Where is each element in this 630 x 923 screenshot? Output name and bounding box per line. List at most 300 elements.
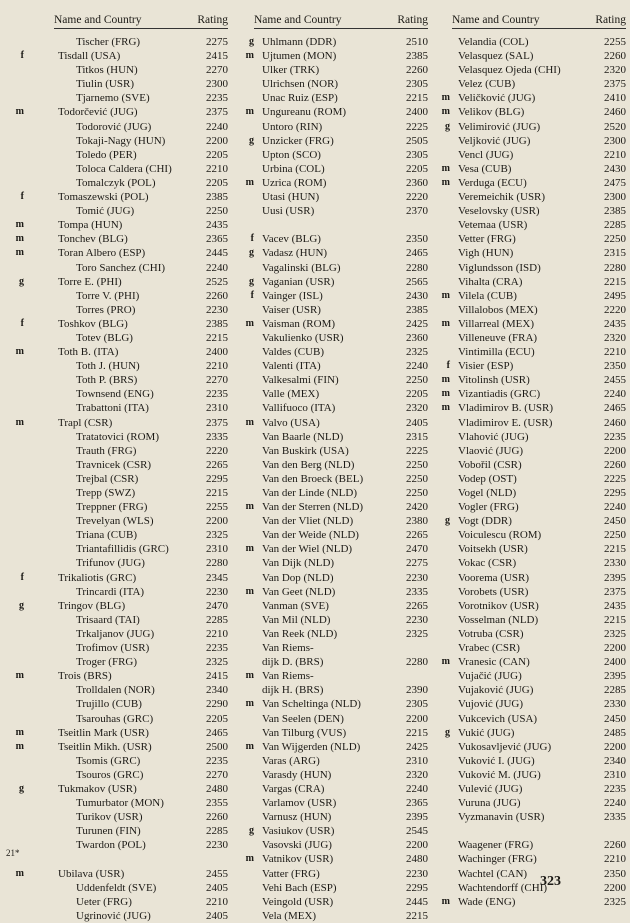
player-name: Van Reek (NLD) — [262, 627, 338, 640]
player-rating: 2400 — [206, 346, 228, 359]
title-mark — [6, 148, 28, 162]
player-rating: 2325 — [206, 529, 228, 542]
player-row — [236, 697, 428, 711]
title-mark: m — [15, 346, 24, 358]
player-name: Van der Wiel (NLD) — [262, 543, 353, 556]
player-rating: 2260 — [604, 839, 626, 852]
player-name: Vargas (CRA) — [262, 782, 325, 795]
player-name: Todorović (JUG) — [76, 120, 152, 133]
title-mark: m — [441, 162, 450, 174]
title-mark: f — [20, 50, 24, 62]
player-rating: 2325 — [406, 346, 428, 359]
player-row — [6, 613, 228, 627]
title-mark — [236, 514, 258, 528]
title-mark — [6, 303, 28, 317]
player-name: Vintimilla (ECU) — [458, 346, 535, 359]
player-name: Toshkov (BLG) — [58, 317, 128, 330]
player-row — [236, 669, 428, 683]
player-rating: 2220 — [406, 191, 428, 204]
player-row — [6, 373, 228, 387]
player-row — [236, 782, 428, 796]
player-rating: 2200 — [604, 642, 626, 655]
player-rating: 2455 — [206, 867, 228, 880]
player-name: Ulker (TRK) — [262, 64, 320, 77]
player-name: Villalobos (MEX) — [458, 303, 538, 316]
player-row — [6, 500, 228, 514]
title-mark: g — [19, 275, 24, 287]
title-mark — [6, 176, 28, 190]
player-name: Vosselman (NLD) — [458, 613, 539, 626]
player-row — [6, 63, 228, 77]
player-name: Vehi Bach (ESP) — [262, 881, 337, 894]
player-row — [236, 204, 428, 218]
player-rating: 2385 — [406, 303, 428, 316]
player-name: Vujović (JUG) — [458, 698, 524, 711]
player-row — [6, 345, 228, 359]
title-mark — [6, 77, 28, 91]
title-mark — [6, 655, 28, 669]
title-mark: g — [445, 515, 450, 527]
player-row — [6, 867, 228, 881]
player-rating: 2350 — [604, 867, 626, 880]
player-rating: 2255 — [206, 501, 228, 514]
title-mark: m — [15, 247, 24, 259]
player-rating: 2250 — [406, 374, 428, 387]
title-mark: m — [15, 416, 24, 428]
title-mark — [432, 796, 454, 810]
title-mark — [6, 35, 28, 49]
player-name: Vilela (CUB) — [458, 289, 517, 302]
player-name: Vukić (JUG) — [458, 726, 515, 739]
player-row — [432, 867, 626, 881]
player-rating: 2240 — [206, 261, 228, 274]
player-name: Veljković (JUG) — [458, 134, 531, 147]
player-rating: 2200 — [206, 515, 228, 528]
player-row — [6, 556, 228, 570]
player-rating: 2240 — [604, 797, 626, 810]
title-mark — [6, 768, 28, 782]
player-name: Trejbal (CSR) — [76, 472, 139, 485]
player-rating: 2425 — [406, 317, 428, 330]
player-row — [6, 162, 228, 176]
title-mark — [432, 740, 454, 754]
player-rating: 2510 — [406, 36, 428, 48]
player-rating: 2325 — [604, 895, 626, 908]
player-name: Valdes (CUB) — [262, 346, 325, 359]
column-header — [254, 14, 428, 29]
player-name: Vujačić (JUG) — [458, 670, 522, 683]
player-row — [432, 838, 626, 852]
player-row — [6, 387, 228, 401]
player-row — [432, 91, 626, 105]
player-row — [6, 585, 228, 599]
player-row — [432, 712, 626, 726]
player-rating: 2215 — [604, 543, 626, 556]
title-mark — [236, 641, 258, 655]
title-mark — [432, 500, 454, 514]
player-row — [432, 35, 626, 49]
player-row — [6, 444, 228, 458]
title-mark — [236, 331, 258, 345]
player-row — [236, 303, 428, 317]
title-mark — [432, 35, 454, 49]
player-name: Vanman (SVE) — [262, 599, 329, 612]
player-name: Wachinger (FRG) — [458, 853, 537, 866]
title-mark — [432, 416, 454, 430]
player-rating: 2335 — [406, 585, 428, 598]
title-mark — [6, 289, 28, 303]
title-mark — [6, 754, 28, 768]
player-rating: 2320 — [604, 64, 626, 77]
player-rating: 2250 — [406, 487, 428, 499]
player-rating: 2350 — [604, 360, 626, 373]
player-row — [432, 331, 626, 345]
player-name: Vaiser (USR) — [262, 303, 321, 316]
title-mark — [236, 683, 258, 697]
player-rating: 2215 — [406, 726, 428, 739]
title-mark: g — [249, 134, 254, 146]
player-name: Torres (PRO) — [76, 303, 136, 316]
player-rating: 2370 — [406, 205, 428, 218]
player-name: Varnusz (HUN) — [262, 811, 332, 824]
player-rating: 2325 — [406, 627, 428, 640]
title-mark — [236, 401, 258, 415]
title-mark: f — [446, 360, 450, 372]
title-mark: m — [15, 670, 24, 682]
player-name: Veremeichik (USR) — [458, 191, 546, 204]
title-mark — [6, 162, 28, 176]
title-mark — [432, 838, 454, 852]
player-rating: 2445 — [406, 895, 428, 908]
player-name: Trauth (FRG) — [76, 444, 137, 457]
player-row — [432, 275, 626, 289]
title-mark — [432, 218, 454, 232]
player-row — [236, 655, 428, 669]
player-name: Trkaljanov (JUG) — [76, 627, 155, 640]
title-mark — [6, 514, 28, 528]
title-mark — [432, 712, 454, 726]
column-header — [452, 14, 626, 29]
player-rating: 2545 — [406, 825, 428, 838]
section-gap — [432, 824, 626, 838]
player-rating: 2210 — [206, 360, 228, 373]
title-mark — [432, 556, 454, 570]
player-rating: 2500 — [206, 740, 228, 753]
player-row — [236, 585, 428, 599]
player-row — [236, 542, 428, 556]
player-rating: 2420 — [406, 501, 428, 514]
player-row — [432, 528, 626, 542]
title-mark: m — [15, 726, 24, 738]
player-rating — [394, 641, 428, 655]
player-name: Ubilava (USR) — [58, 867, 125, 880]
player-row — [236, 838, 428, 852]
player-rating: 2200 — [406, 839, 428, 852]
player-rating: 2230 — [206, 839, 228, 852]
player-name: Vuković M. (JUG) — [458, 768, 541, 781]
player-row — [236, 613, 428, 627]
player-name: Ueter (FRG) — [76, 895, 132, 908]
player-row — [236, 275, 428, 289]
player-row — [6, 514, 228, 528]
title-mark — [6, 261, 28, 275]
player-row — [236, 331, 428, 345]
player-rating: 2385 — [206, 191, 228, 204]
title-mark — [432, 232, 454, 246]
player-row — [6, 824, 228, 838]
player-rating: 2375 — [206, 106, 228, 119]
player-row — [236, 740, 428, 754]
name-header: Name and Country — [254, 14, 342, 26]
title-mark — [432, 246, 454, 260]
player-row — [432, 754, 626, 768]
title-mark: m — [15, 867, 24, 879]
player-row — [6, 458, 228, 472]
player-rating: 2385 — [206, 317, 228, 330]
player-row — [432, 669, 626, 683]
player-rating: 2235 — [604, 430, 626, 443]
player-row — [432, 49, 626, 63]
player-rating: 2310 — [406, 754, 428, 767]
player-row — [432, 768, 626, 782]
player-name: Vlaović (JUG) — [458, 444, 524, 457]
player-name: Vacev (BLG) — [262, 233, 321, 246]
player-row — [236, 571, 428, 585]
player-row — [236, 246, 428, 260]
player-name: Titkos (HUN) — [76, 64, 138, 77]
player-name: Vallifuoco (ITA) — [262, 402, 336, 415]
player-row — [236, 556, 428, 570]
player-rating: 2205 — [206, 712, 228, 725]
player-row — [432, 148, 626, 162]
player-row — [236, 120, 428, 134]
player-row — [6, 810, 228, 824]
player-rating: 2240 — [604, 388, 626, 401]
player-rating: 2235 — [206, 754, 228, 767]
player-rating: 2445 — [206, 247, 228, 260]
title-mark: f — [250, 289, 254, 301]
player-rating: 2230 — [406, 571, 428, 584]
player-rating: 2225 — [604, 472, 626, 485]
player-row — [236, 401, 428, 415]
player-rating: 2280 — [206, 557, 228, 570]
player-row — [6, 49, 228, 63]
player-row — [6, 641, 228, 655]
player-name: Triantafillidis (GRC) — [76, 543, 169, 556]
title-mark — [236, 599, 258, 613]
player-row — [432, 105, 626, 119]
player-rating: 2205 — [406, 388, 428, 401]
player-row — [432, 162, 626, 176]
player-rating: 2270 — [206, 374, 228, 387]
player-name: Tratatovici (ROM) — [76, 430, 160, 443]
player-name: Vencl (JUG) — [458, 148, 514, 161]
player-row — [432, 782, 626, 796]
player-row — [6, 176, 228, 190]
player-name: Vela (MEX) — [262, 909, 317, 922]
player-name: Tukmakov (USR) — [58, 782, 137, 795]
player-name: Velandia (COL) — [458, 36, 529, 48]
player-rating: 2365 — [206, 233, 228, 246]
player-row — [6, 120, 228, 134]
player-name: Toloca Caldera (CHI) — [76, 162, 172, 175]
player-rating: 2460 — [604, 416, 626, 429]
player-row — [432, 401, 626, 415]
player-rating: 2255 — [604, 36, 626, 48]
player-row — [236, 232, 428, 246]
player-name: Tomalczyk (POL) — [76, 176, 156, 189]
player-name: Vatter (FRG) — [262, 867, 320, 880]
player-row — [432, 599, 626, 613]
player-rating: 2225 — [406, 120, 428, 133]
player-rating: 2235 — [206, 388, 228, 401]
player-row — [236, 852, 428, 866]
player-name: Velikov (BLG) — [458, 106, 525, 119]
player-name: Toledo (PER) — [76, 148, 137, 161]
title-mark — [6, 909, 28, 923]
player-rating: 2305 — [406, 78, 428, 91]
column-2 — [236, 14, 428, 923]
player-row — [432, 683, 626, 697]
title-mark — [6, 387, 28, 401]
section-gap — [236, 218, 428, 232]
player-row — [6, 218, 228, 232]
player-row — [6, 190, 228, 204]
player-name: Torre V. (PHI) — [76, 289, 140, 302]
title-mark — [6, 824, 28, 838]
player-name: Valkesalmi (FIN) — [262, 374, 339, 387]
title-mark — [432, 331, 454, 345]
player-name: Vitolinsh (USR) — [458, 374, 530, 387]
player-row — [432, 218, 626, 232]
player-rating: 2325 — [604, 627, 626, 640]
player-row — [236, 726, 428, 740]
title-mark: g — [249, 247, 254, 259]
player-row — [6, 204, 228, 218]
rows-col2 — [236, 35, 428, 923]
player-row — [6, 289, 228, 303]
title-mark — [236, 458, 258, 472]
player-rating: 2375 — [206, 416, 228, 429]
title-mark — [6, 895, 28, 909]
player-rating: 2250 — [206, 205, 228, 218]
player-name: Verduga (ECU) — [458, 176, 527, 189]
title-mark — [432, 683, 454, 697]
title-mark — [432, 486, 454, 500]
title-mark — [6, 641, 28, 655]
title-mark — [432, 77, 454, 91]
player-rating: 2310 — [206, 402, 228, 415]
player-row — [432, 613, 626, 627]
title-mark — [432, 303, 454, 317]
player-row — [236, 359, 428, 373]
player-rating: 2220 — [206, 444, 228, 457]
player-row — [6, 430, 228, 444]
player-name: Tompa (HUN) — [58, 219, 123, 232]
player-name: Van Geet (NLD) — [262, 585, 336, 598]
player-rating: 2520 — [604, 120, 626, 133]
player-name: Vladimirov E. (USR) — [458, 416, 553, 429]
player-name: Triana (CUB) — [76, 529, 138, 542]
player-rating: 2210 — [206, 627, 228, 640]
player-name: Unac Ruiz (ESP) — [262, 92, 338, 105]
player-row — [432, 373, 626, 387]
title-mark — [6, 881, 28, 895]
player-name: Utasi (HUN) — [262, 191, 320, 204]
title-mark — [432, 697, 454, 711]
player-row — [236, 345, 428, 359]
column-header — [54, 14, 228, 29]
player-rating: 2350 — [406, 233, 428, 246]
player-name: Tomić (JUG) — [76, 205, 135, 218]
player-name: Toth J. (HUN) — [76, 360, 140, 373]
title-mark — [236, 91, 258, 105]
player-row — [236, 91, 428, 105]
player-name: Vukcevich (USA) — [458, 712, 538, 725]
title-mark — [6, 542, 28, 556]
player-row — [236, 176, 428, 190]
title-mark — [432, 275, 454, 289]
player-row — [6, 782, 228, 796]
player-rating: 2320 — [406, 402, 428, 415]
player-name: Vigh (HUN) — [458, 247, 514, 260]
player-name: Uzrica (ROM) — [262, 176, 327, 189]
player-rating: 2215 — [406, 92, 428, 105]
player-rating: 2215 — [604, 613, 626, 626]
player-row — [236, 867, 428, 881]
player-rating: 2375 — [604, 78, 626, 91]
player-row — [236, 190, 428, 204]
title-mark: m — [245, 670, 254, 682]
player-name: Wade (ENG) — [458, 895, 516, 908]
player-rating: 2260 — [206, 811, 228, 824]
player-rating: 2460 — [604, 106, 626, 119]
title-mark: m — [245, 176, 254, 188]
player-rating: 2435 — [206, 219, 228, 232]
player-rating: 2465 — [206, 726, 228, 739]
player-rating: 2355 — [206, 797, 228, 810]
title-mark: m — [245, 698, 254, 710]
title-mark: m — [441, 656, 450, 668]
player-name: Trabattoni (ITA) — [76, 402, 149, 415]
title-mark — [236, 613, 258, 627]
player-name: Tumurbator (MON) — [76, 797, 164, 810]
player-name: Vihalta (CRA) — [458, 275, 523, 288]
player-rating: 2210 — [604, 853, 626, 866]
player-name: Ungureanu (ROM) — [262, 106, 347, 119]
title-mark — [432, 881, 454, 895]
player-name: Trolldalen (NOR) — [76, 684, 155, 697]
player-rating: 2315 — [406, 430, 428, 443]
player-name: Todorčević (JUG) — [58, 106, 138, 119]
player-rating: 2285 — [604, 684, 626, 697]
player-row — [432, 345, 626, 359]
player-rating: 2205 — [206, 148, 228, 161]
player-rating: 2385 — [604, 205, 626, 218]
title-mark — [236, 373, 258, 387]
player-row — [432, 444, 626, 458]
player-name: Van den Broeck (BEL) — [262, 472, 364, 485]
player-row — [236, 148, 428, 162]
title-mark: g — [19, 599, 24, 611]
player-name: Tjarnemo (SVE) — [76, 92, 150, 105]
title-mark: m — [245, 740, 254, 752]
player-name: Vranesic (CAN) — [458, 656, 530, 669]
player-name: Vainger (ISL) — [262, 289, 323, 302]
player-rating: 2205 — [406, 162, 428, 175]
player-rating: 2405 — [406, 416, 428, 429]
player-name: Unzicker (FRG) — [262, 134, 334, 147]
